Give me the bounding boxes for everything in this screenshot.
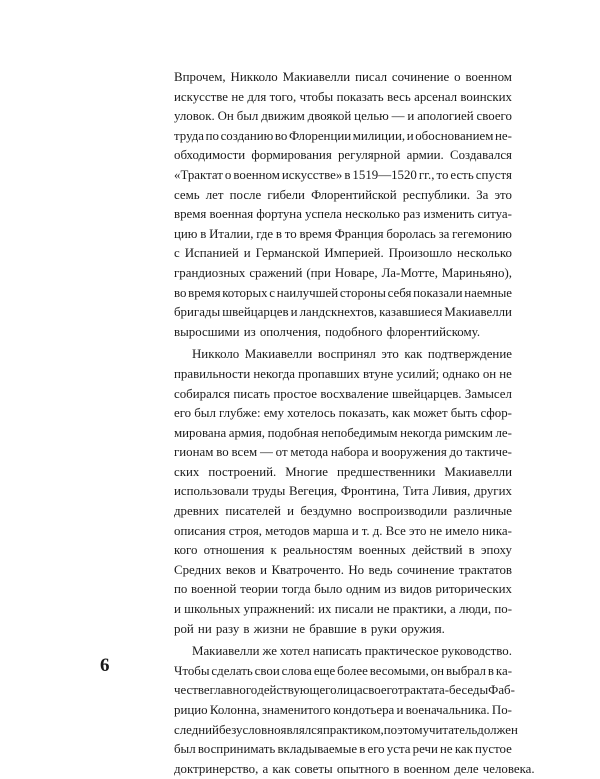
text-line: во время которых с наилучшей стороны себя показали наемные — [174, 285, 512, 300]
text-line: «Трактат о военном искусстве» в 1519—1520 гг., то есть спустя — [174, 167, 512, 182]
text-line: труда по созданию во Флоренции милиции, и обоснованием не- — [174, 128, 512, 143]
text-line: рой ни разу в жизни не бравшие в руки оружия. — [174, 621, 445, 636]
paragraph — [174, 345, 512, 639]
text-line: описания строя, методов марша и т. д. Все это не имело ника- — [174, 523, 512, 538]
text-line: время военная фортуна успела несколько раз изменить ситуа- — [174, 207, 512, 222]
text-line: семь лет после гибели Флорентийской республики. За это — [174, 187, 512, 202]
text-line: выросшими из ополчения, подобного флорентийскому. — [174, 324, 481, 339]
paragraph — [174, 642, 535, 779]
text-line: его был глубже: ему хотелось показать, как может быть сфор- — [174, 406, 512, 421]
text-line: и школьных упражнений: их писали не практики, а люди, по- — [174, 602, 512, 617]
text-line: Средних веков и Кватроченто. Но ведь сочинение трактатов — [174, 562, 512, 577]
text-line: грандиозных сражений (при Новаре, Ла-Мотте, Мариньяно), — [174, 265, 512, 280]
text-line: правильности некогда пропавших втуне усилий; однако он не — [174, 366, 512, 381]
text-line: обходимости формирования регулярной армии. Создавался — [174, 148, 512, 163]
text-line: следний безусловно являлся практиком, поэтому читатель должен — [174, 722, 518, 737]
text-line: честве главного действующего лица своего трактата-беседы Фаб- — [174, 683, 515, 698]
body-text — [174, 68, 535, 779]
text-line: доктринерство, а как советы опытного в военном деле человека. — [174, 761, 535, 776]
text-line: уловок. Он был движим двоякой целью — и апологией своего — [174, 109, 512, 124]
text-line: Чтобы сделать свои слова еще более весомыми, он выбрал в ка- — [174, 663, 512, 678]
text-line: мирована армия, подобная непобедимым некогда римским ле- — [174, 425, 512, 440]
text-line: с Испанией и Германской Империей. Произошло несколько — [174, 246, 512, 261]
text-line: Макиавелли же хотел написать практическое руководство. — [192, 644, 512, 659]
text-line: по военной теории тогда было одним из видов риторических — [174, 582, 512, 597]
text-line: цию в Италии, где в то время Франция боролась за гегемонию — [174, 226, 512, 241]
text-line: ских построений. Многие предшественники Макиавелли — [174, 464, 512, 479]
paragraph — [174, 68, 512, 342]
text-line: был воспринимать вкладываемые в его уста речи не как пустое — [174, 742, 512, 757]
text-line: собирался писать простое восхваление швейцарцев. Замысел — [174, 386, 512, 401]
text-line: бригады швейцарцев и ландскнехтов, казавшиеся Макиавелли — [174, 305, 512, 320]
text-line: Впрочем, Никколо Макиавелли писал сочинение о военном — [174, 70, 512, 84]
text-line: Никколо Макиавелли воспринял это как подтверждение — [192, 347, 512, 362]
text-line: использовали труды Вегеция, Фронтина, Тита Ливия, других — [174, 484, 512, 499]
text-line: кого отношения к реальностям военных действий в эпоху — [174, 543, 512, 558]
page-number: 6 — [100, 655, 110, 676]
text-line: гионам во всем — от метода набора и вооружения до тактиче- — [174, 445, 512, 460]
text-line: рицио Колонна, знаменитого кондотьера и военачальника. По- — [174, 703, 512, 717]
text-line: древних писателей и бездумно воспроизводили различные — [174, 504, 512, 519]
text-line: искусстве не для того, чтобы показать весь арсенал воинских — [174, 89, 512, 104]
